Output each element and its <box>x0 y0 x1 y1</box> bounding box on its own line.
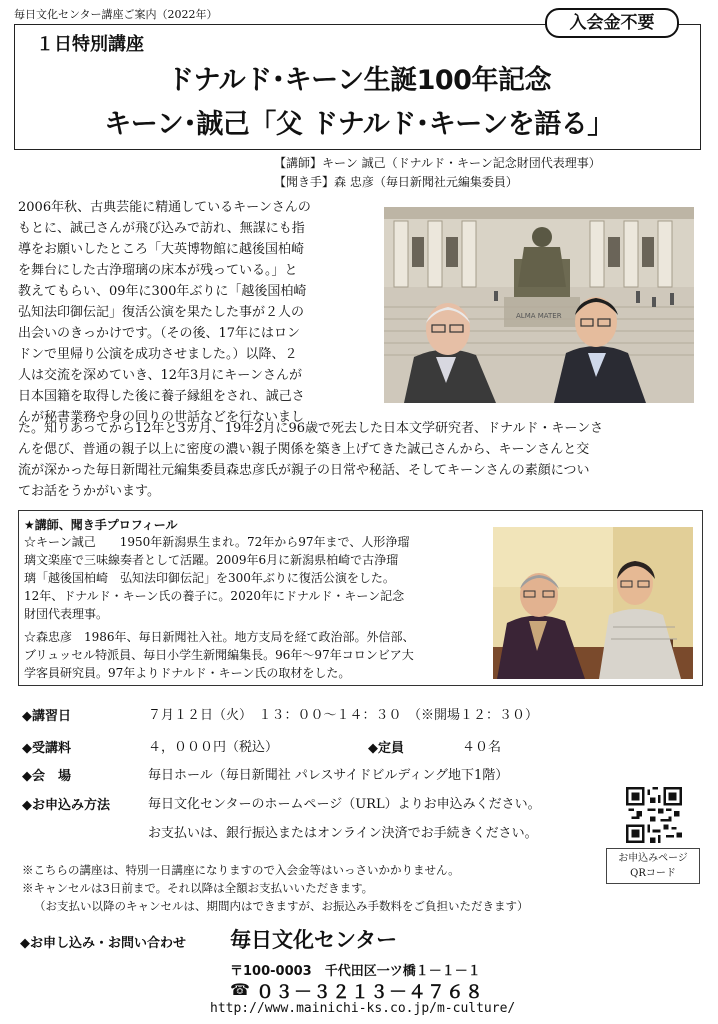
contact-address: 〒100-0003 千代田区一ツ橋１－１－１ <box>230 964 481 979</box>
intro-line: ドンで里帰り公演を成功させました。）以降、２ <box>18 347 298 362</box>
qr-caption-line1: お申込みページ <box>618 853 688 864</box>
note-cancel-detail: （お支払い以降のキャンセルは、期間内はできますが、お振込み手数料をご負担いただきます） <box>34 899 529 913</box>
apply-label: ◆お申込み方法 <box>22 798 110 813</box>
date-label: ◆講習日 <box>22 709 71 724</box>
telephone-icon: ☎ <box>230 980 250 999</box>
profile-mori <box>24 628 484 682</box>
intro-line: 弘知法印御伝記」復活公演を果たした事が２人の <box>18 305 305 320</box>
intro-line: 導をお願いしたところ「大英博物館に越後国柏崎 <box>18 242 305 257</box>
intro-line: た。知りあってから12年と3カ月、19年2月に96歳で死去した日本文学研究者、ドナルド・キーンさ <box>18 421 604 436</box>
profile-line: 璃「越後国柏崎 弘知法印御伝記」を300年ぶりに復活公演をした。 <box>24 571 395 585</box>
page-subtitle: キーン･誠己「父 ドナルド･キーンを語る」 <box>104 109 614 140</box>
keene-portrait-photo <box>384 207 694 403</box>
intro-line: 教えてもらい、09年に300年ぶりに「越後国柏崎 <box>18 284 307 299</box>
intro-line: 日本国籍を取得した後に養子縁組をされ、誠己さ <box>18 389 305 404</box>
apply-instructions: 毎日文化センターのホームページ（URL）よりお申込みください。 <box>148 797 541 812</box>
profile-line: 12年、ドナルド・キーン氏の養子に。2020年にドナルド・キーン記念 <box>24 589 405 603</box>
contact-url-link[interactable]: http://www.mainichi-ks.co.jp/m-culture/ <box>210 1001 516 1016</box>
interviewer-line: 【聞き手】森 忠彦（毎日新聞社元編集委員） <box>274 175 518 189</box>
fee-value: ４，０００円（税込） <box>148 740 279 755</box>
intro-line: 2006年秋、古典芸能に精通しているキーンさんの <box>18 200 311 215</box>
profile-photo <box>493 527 693 679</box>
qr-caption <box>606 848 700 884</box>
date-value: ７月１２日（火） １３：００～１４：３０ （※開場１２：３０） <box>148 708 539 723</box>
profile-keene <box>24 533 484 623</box>
intro-text-left <box>18 197 378 428</box>
page-title: ドナルド･キーン生誕100年記念 <box>167 65 551 96</box>
profile-line: ブリュッセル特派員、毎日小学生新聞編集長。96年～97年コロンビア大 <box>24 648 414 662</box>
alma-mater-inscription: ALMA MATER <box>516 312 562 320</box>
note-cancel: ※キャンセルは3日前まで。それ以降は全額お支払いいただきます。 <box>22 881 374 895</box>
contact-label: ◆お申し込み・お問い合わせ <box>20 936 186 951</box>
intro-line: を舞台にした古浄瑠璃の床本が残っている。」と <box>18 263 298 278</box>
intro-line: もとに、誠己さんが飛び込みで訪れ、無謀にも指 <box>18 221 305 236</box>
intro-line: んが秘書業務や身の回りの世話などを行ないまし <box>18 410 305 425</box>
fee-label: ◆受講料 <box>22 741 71 756</box>
venue-label: ◆会 場 <box>22 769 71 784</box>
intro-line: 流が深かった毎日新聞社元編集委員森忠彦氏が親子の日常や秘話、そしてキーンさんの素顔につい <box>18 463 590 478</box>
payment-instructions: お支払いは、銀行振込またはオンライン決済でお手続きください。 <box>148 826 538 841</box>
profile-line: ☆キーン誠己 1950年新潟県生まれ。72年から97年まで、人形浄瑠 <box>24 535 410 549</box>
lecturer-line: 【講師】キーン 誠己（ドナルド・キーン記念財団代表理事） <box>274 156 601 170</box>
intro-line: 出会いのきっかけです。（その後、17年にはロン <box>18 326 301 341</box>
profile-title: ★講師、聞き手プロフィール <box>24 518 178 532</box>
intro-line: 人は交流を深めていき、12年3月にキーンさんが <box>18 368 303 383</box>
intro-text-full <box>18 418 706 502</box>
venue-value: 毎日ホール（毎日新聞社 パレスサイドビルディング地下1階） <box>148 768 509 783</box>
qr-caption-line2: QRコード <box>630 868 676 879</box>
intro-line: んを偲び、普通の親子以上に密度の濃い親子関係を築き上げてきた誠己さんから、キーンさんと交 <box>18 442 590 457</box>
intro-line: てお話をうかがいます。 <box>18 484 160 499</box>
contact-organization: 毎日文化センター <box>230 928 398 952</box>
capacity-label: ◆定員 <box>368 741 404 756</box>
qr-code-icon[interactable] <box>626 787 682 843</box>
note-no-fee: ※こちらの講座は、特別一日講座になりますので入会金等はいっさいかかりません。 <box>22 863 460 877</box>
contact-phone[interactable]: ０３－３２１３－４７６８ <box>256 982 484 1003</box>
profile-line: 学客員研究員。97年よりドナルド・キーン氏の取材をした。 <box>24 666 351 680</box>
no-fee-badge: 入会金不要 <box>545 8 679 38</box>
series-label: 毎日文化センター講座ご案内（2022年） <box>14 8 218 21</box>
capacity-value: ４０名 <box>462 740 502 755</box>
profile-line: ☆森忠彦 1986年、毎日新聞社入社。地方支局を経て政治部。外信部、 <box>24 630 415 644</box>
special-course-label: １日特別講座 <box>36 34 144 55</box>
profile-line: 璃文楽座で三味線奏者として活躍。2009年6月に新潟県柏崎で古浄瑠 <box>24 553 399 567</box>
profile-line: 財団代表理事。 <box>24 607 109 621</box>
